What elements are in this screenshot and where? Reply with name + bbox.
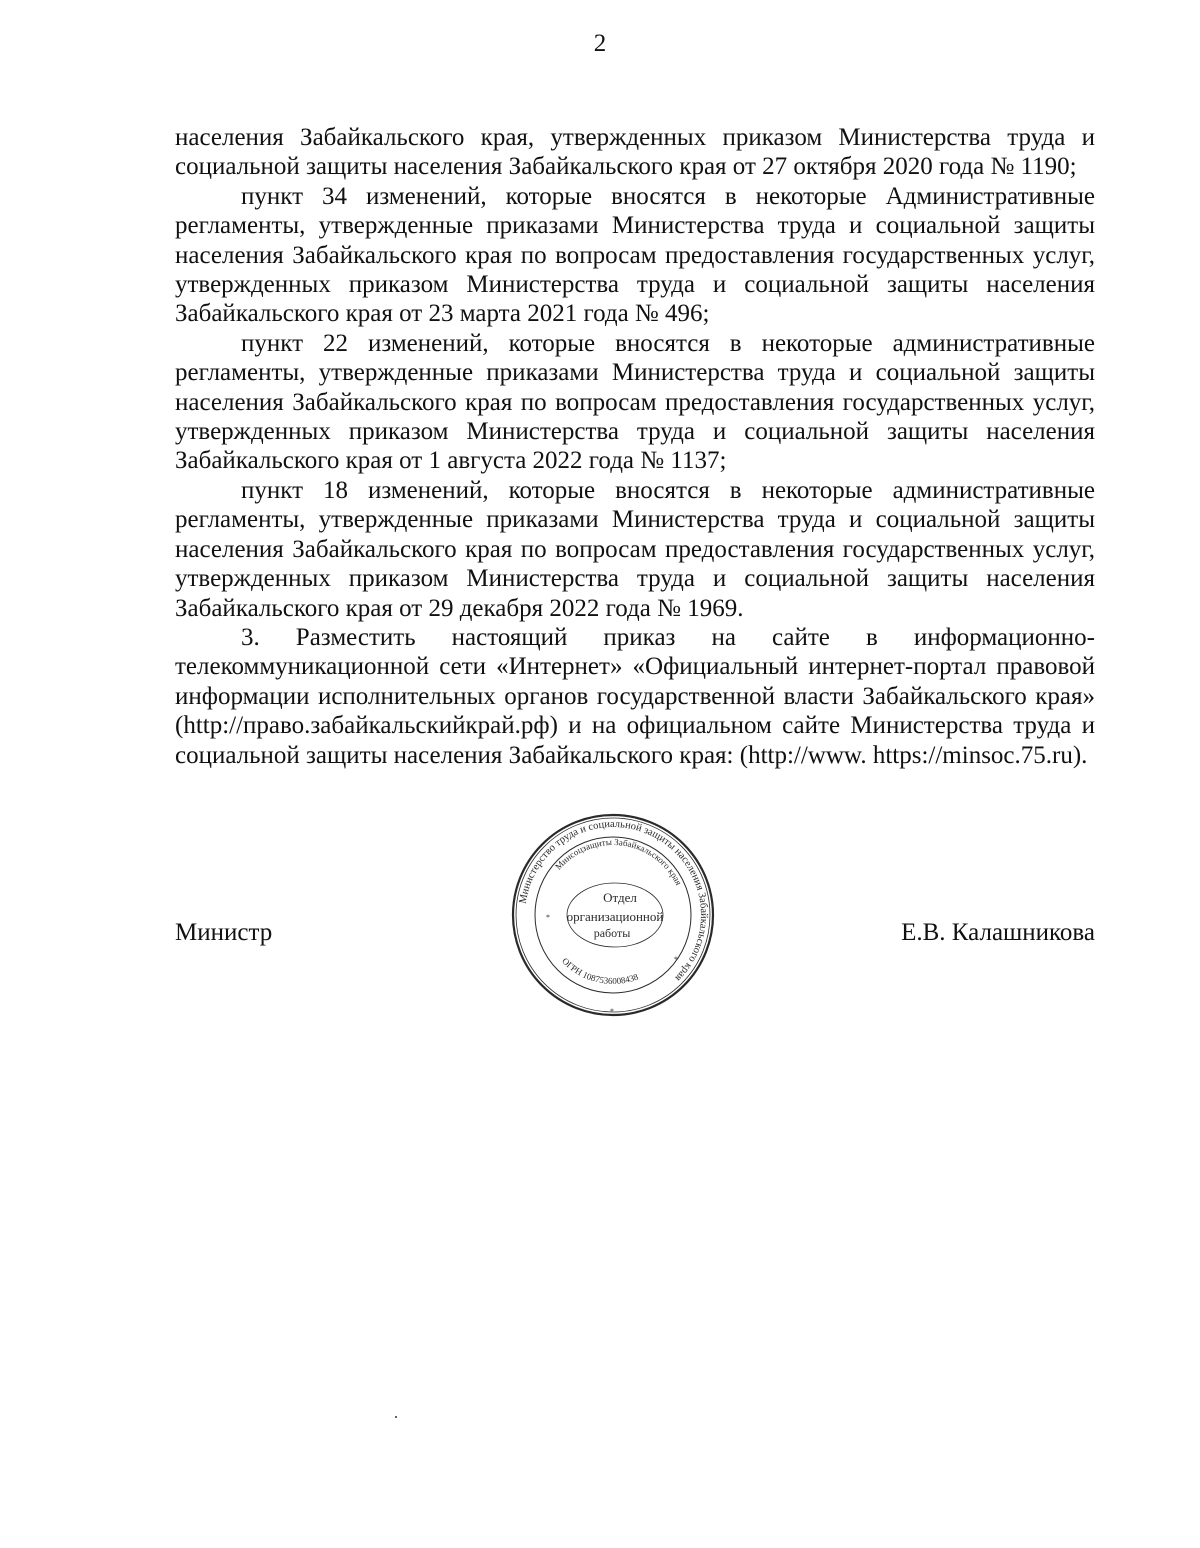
document-body [175,123,1095,770]
paragraph-item-18: пункт 18 изменений, которые вносятся в некоторые административные регламенты, утвержденные приказами Министерства труда и социальной защиты населения Забайкальского края по вопросам предоставления государственных услуг, утвержденных приказом Министерства труда и социальной защиты населения Забайкальского края от 29 декабря 2022 года № 1969. [175,476,1095,622]
seal-ogrn-text: ОГРН 1087536008438 [560,955,640,986]
seal-inner-text: Минсоцзащиты Забайкальского края [553,836,684,887]
seal-outer-text: Министерство труда и социальной защиты населения Забайкальского края [517,818,710,984]
signer-name: Е.В. Калашникова [901,919,1095,946]
seal-star-bottom: * [610,1007,614,1016]
page-number: 2 [593,30,607,57]
seal-star-right: * [674,955,678,964]
seal-center-line-1: Отдел [603,890,637,905]
paragraph-clause-3: 3. Разместить настоящий приказ на сайте в информационно-телекоммуникационной сети «Интернет» «Официальный интернет-портал правовой информации исполнительных органов государственной власти Забайкальского края» (http://право.забайкальскийкрай.рф) и на официальном сайте Министерства труда и социальной защиты населения Забайкальского края: (http://www. https://minsoc.75.ru). [175,623,1095,769]
seal-center-line-3: работы [593,926,631,940]
seal-center-line-2: организационной [566,909,664,924]
paragraph-item-34: пункт 34 изменений, которые вносятся в некоторые Административные регламенты, утвержденные приказами Министерства труда и социальной защиты населения Забайкальского края по вопросам предоставления государственных услуг, утвержденных приказом Министерства труда и социальной защиты населения Забайкальского края от 23 марта 2021 года № 496; [175,182,1095,328]
paragraph-continuation: населения Забайкальского края, утвержденных приказом Министерства труда и социальной защиты населения Забайкальского края от 27 октября 2020 года № 1190; [175,124,1095,181]
seal-star-left: * [546,913,550,922]
seal-graphic [508,810,718,1020]
scan-speck [395,1416,397,1418]
official-seal [508,810,718,1020]
paragraph-item-22: пункт 22 изменений, которые вносятся в некоторые административные регламенты, утвержденные приказами Министерства труда и социальной защиты населения Забайкальского края по вопросам предоставления государственных услуг, утвержденных приказом Министерства труда и социальной защиты населения Забайкальского края от 1 августа 2022 года № 1137; [175,329,1095,475]
signer-title: Министр [175,919,273,946]
